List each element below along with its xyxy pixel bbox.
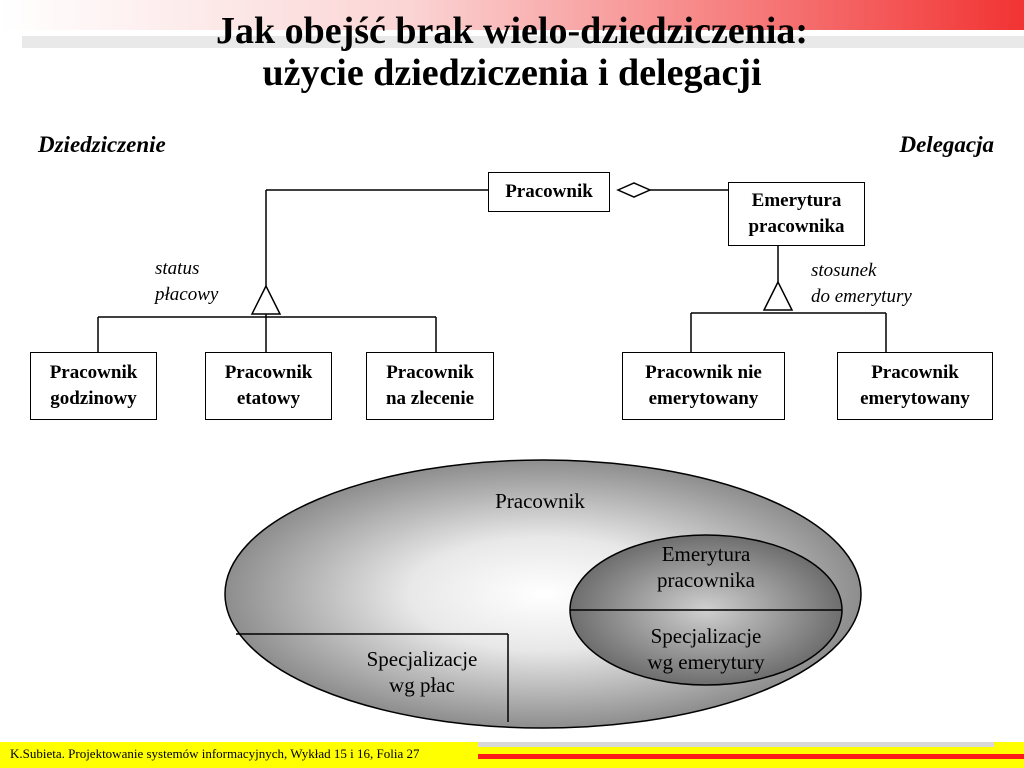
label-delegation: Delegacja [899, 132, 994, 157]
footer-line-red [478, 754, 1024, 759]
class-box-godzinowy: Pracownik godzinowy [30, 352, 157, 420]
venn-label-spec-plac: Specjalizacje wg płac [366, 647, 478, 697]
annotation-status-placowy: status płacowy [155, 258, 219, 305]
aggregation-diamond [618, 183, 650, 197]
class-box-pracownik: Pracownik [488, 172, 610, 212]
generalization-triangle-left [252, 286, 280, 314]
title-line-2: użycie dziedziczenia i delegacji [262, 52, 762, 94]
class-box-emerytowany: Pracownik emerytowany [837, 352, 993, 420]
label-inheritance: Dziedziczenie [38, 132, 166, 157]
class-box-zlecenie: Pracownik na zlecenie [366, 352, 494, 420]
title-line-1: Jak obejść brak wielo-dziedziczenia: [215, 10, 809, 52]
footer-line-gray [478, 742, 994, 747]
venn-label-spec-emerytury: Specjalizacje wg emerytury [647, 624, 765, 674]
class-box-nie-emerytowany: Pracownik nie emerytowany [622, 352, 785, 420]
footer-text: K.Subieta. Projektowanie systemów informacyjnych, Wykład 15 i 16, Folia 27 [10, 746, 420, 761]
aggregation-link [618, 183, 728, 197]
annotation-stosunek-emerytury: stosunek do emerytury [811, 260, 912, 307]
venn-label-pracownik: Pracownik [495, 489, 585, 513]
class-box-emerytura: Emerytura pracownika [728, 182, 865, 246]
generalization-triangle-right [764, 282, 792, 310]
venn-label-emerytura: Emerytura pracownika [657, 542, 755, 592]
class-box-etatowy: Pracownik etatowy [205, 352, 332, 420]
